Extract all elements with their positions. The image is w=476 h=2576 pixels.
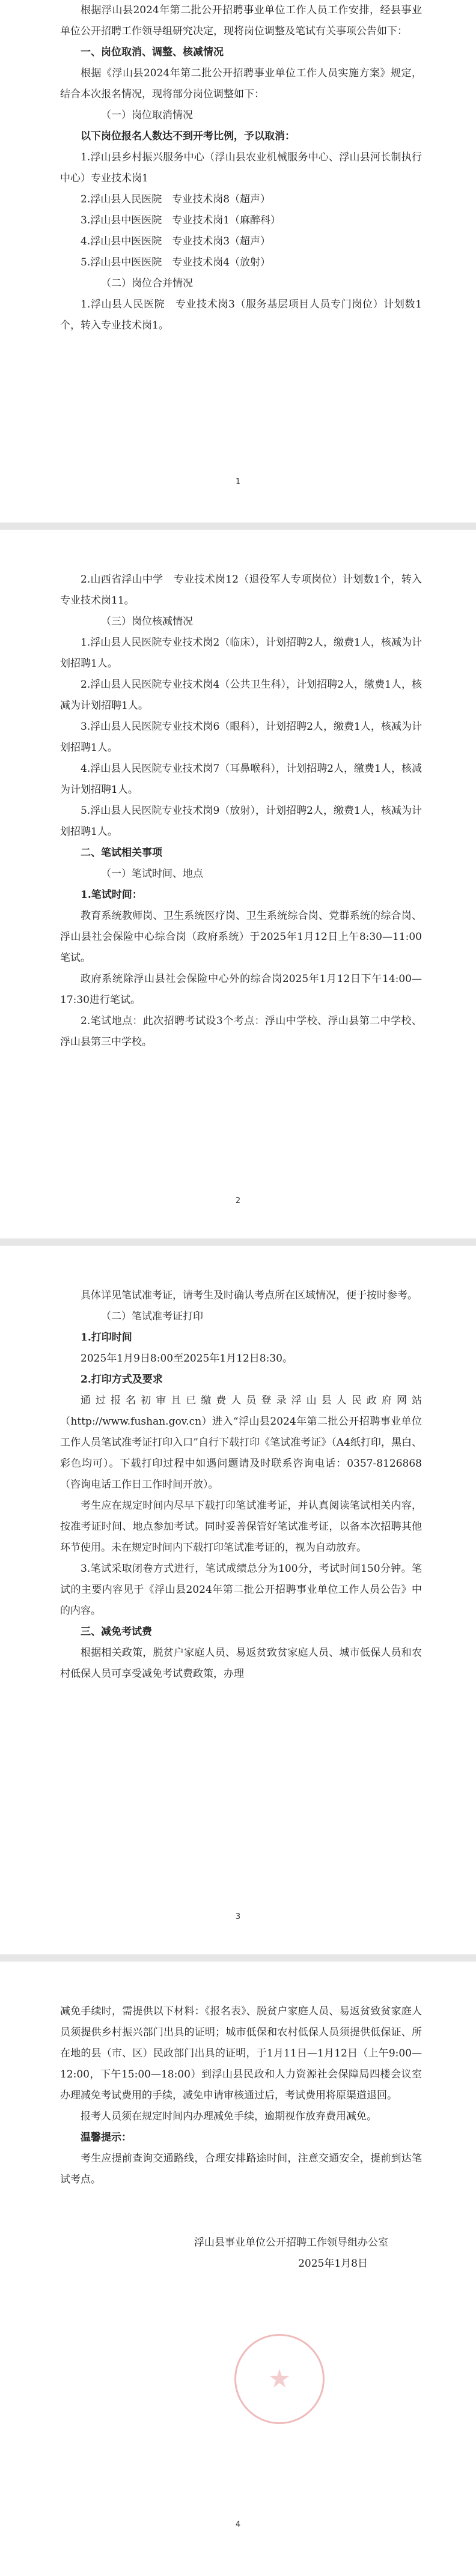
- page-number: 2: [235, 1196, 241, 1205]
- exam-time-afternoon: 政府系统除浮山县社会保险中心外的综合岗2025年1月12日下午14:00—17:30进行笔试。: [60, 973, 422, 1006]
- list-item: 1.浮山县乡村振兴服务中心（浮山县农业机械服务中心、浮山县河长制执行中心）专业技术岗1: [60, 151, 422, 184]
- print-time: 2025年1月9日8:00至2025年1月12日8:30。: [81, 1353, 293, 1365]
- reminder-heading: 温馨提示：: [81, 2132, 132, 2144]
- list-item: 3.浮山县中医医院 专业技术岗1（麻醉科）: [81, 214, 281, 226]
- fee-waiver-deadline: 报考人员须在规定时间内办理减免手续，逾期视作放弃费用减免。: [81, 2111, 377, 2123]
- list-item: 4.浮山县人民医院专业技术岗7（耳鼻喉科），计划招聘2人，缴费1人，核减为计划招聘1人。: [60, 763, 422, 796]
- list-item: 5.浮山县人民医院专业技术岗9（放射），计划招聘2人，缴费1人，核减为计划招聘1人。: [60, 805, 422, 838]
- section-heading-1: 一、岗位取消、调整、核减情况: [81, 46, 224, 58]
- list-item: 2.浮山县人民医院 专业技术岗8（超声）: [81, 193, 271, 205]
- exam-location: 2.笔试地点：此次招聘考试设3个考点：浮山中学校、浮山县第二中学校、浮山县第三中学校。: [60, 1015, 422, 1048]
- list-item: 5.浮山县中医医院 专业技术岗4（放射）: [81, 256, 271, 268]
- list-item: 3.浮山县人民医院专业技术岗6（眼科），计划招聘2人，缴费1人，核减为计划招聘1人。: [60, 721, 422, 754]
- list-item: 1.浮山县人民医院专业技术岗2（临床），计划招聘2人，缴费1人，核减为计划招聘1人。: [60, 637, 422, 670]
- exam-time-heading: 1.笔试时间：: [81, 889, 142, 901]
- list-item: 2.山西省浮山中学 专业技术岗12（退役军人专项岗位）计划数1个，转入专业技术岗11。: [60, 574, 422, 607]
- document-page-2: [0, 530, 476, 1238]
- list-item: 2.浮山县人民医院专业技术岗4（公共卫生科），计划招聘2人，缴费1人，核减为计划招聘1人。: [60, 679, 422, 712]
- document-page-3: [0, 1246, 476, 1954]
- section-1-intro: 根据《浮山县2024年第二批公开招聘事业单位工作人员实施方案》规定，结合本次报名情况，现将部分岗位调整如下：: [60, 67, 422, 100]
- print-time-heading: 1.打印时间: [81, 1332, 132, 1344]
- issue-date: 2025年1月8日: [298, 2258, 368, 2270]
- section-heading-3: 三、减免考试费: [81, 1626, 152, 1638]
- fee-waiver-materials: 减免手续时，需提供以下材料：《报名表》、脱贫户家庭人员、易返贫致贫家庭人员须提供乡村振兴部门出具的证明；城市低保和农村低保人员须提供低保证、所在地的县（市、区）民政部门出具的证明，于1月11日—1月12日（上午9:00—12:00，下午15:00—18:00）到浮山县民政和人力资源社会保障局四楼会议室办理减免考试费用的手续，减免申请审核通过后，考试费用将原渠道退回。: [60, 2005, 422, 2102]
- document-page-1: [0, 0, 476, 523]
- subsection-heading-reduce: （三）岗位核减情况: [101, 616, 193, 628]
- cancel-lead: 以下岗位报名人数达不到开考比例，予以取消：: [81, 130, 295, 142]
- page-number: 1: [235, 477, 241, 486]
- subsection-heading-merge: （二）岗位合并情况: [101, 277, 193, 289]
- subsection-heading-ticket: （二）笔试准考证打印: [101, 1311, 203, 1323]
- list-item: 4.浮山县中医医院 专业技术岗3（超声）: [81, 235, 271, 247]
- print-method: 通过报名初审且已缴费人员登录浮山县人民政府网站（http://www.fushan.gov.cn）进入“浮山县2024年第二批公开招聘事业单位工作人员笔试准考证打印入口”自行下载打印《笔试准考证》（A4纸打印，黑白、彩色均可）。下载打印过程中如遇问题请及时联系咨询电话：0357-8126868（咨询电话工作日工作时间开放）。: [60, 1395, 422, 1491]
- issuer-signature: 浮山县事业单位公开招聘工作领导组办公室: [194, 2237, 388, 2249]
- exam-time-morning: 教育系统教师岗、卫生系统医疗岗、卫生系统综合岗、党群系统的综合岗、浮山县社会保险中心综合岗（政府系统）于2025年1月12日上午8:30—11:00笔试。: [60, 910, 422, 964]
- print-method-heading: 2.打印方式及要求: [81, 1374, 163, 1386]
- page-number: 3: [235, 1912, 241, 1921]
- spacer: [60, 2190, 422, 2232]
- fee-waiver-policy: 根据相关政策，脱贫户家庭人员、易返贫致贫家庭人员、城市低保人员和农村低保人员可享受减免考试费政策，办理: [60, 1647, 422, 1680]
- official-seal: [234, 2334, 325, 2424]
- reminder-text: 考生应提前查询交通路线，合理安排路途时间，注意交通安全，提前到达笔试考点。: [60, 2153, 422, 2186]
- list-item: 1.浮山县人民医院 专业技术岗3（服务基层项目人员专门岗位）计划数1个，转入专业技术岗1。: [60, 299, 422, 332]
- page-number: 4: [235, 2520, 241, 2529]
- print-notice: 考生应在规定时间内尽早下载打印笔试准考证，并认真阅读笔试相关内容，按准考证时间、地点参加考试。同时妥善保管好笔试准考证，以备本次招聘其他环节使用。未在规定时间内下载打印笔试准考证的，视为自动放弃。: [60, 1500, 422, 1554]
- document-page-4: [0, 1962, 476, 2576]
- location-note: 具体详见笔试准考证，请考生及时确认考点所在区域情况，便于按时参考。: [81, 1290, 418, 1302]
- exam-format: 3.笔试采取闭卷方式进行，笔试成绩总分为100分，考试时间150分钟。笔试的主要内容见于《浮山县2024年第二批公开招聘事业单位工作人员公告》中的内容。: [60, 1563, 422, 1617]
- subsection-heading-time-place: （一）笔试时间、地点: [101, 868, 203, 880]
- section-heading-2: 二、笔试相关事项: [81, 847, 162, 859]
- intro-paragraph: 根据浮山县2024年第二批公开招聘事业单位工作人员工作安排，经县事业单位公开招聘工作领导组研究决定，现将岗位调整及笔试有关事项公告如下：: [60, 4, 422, 37]
- subsection-heading-cancel: （一）岗位取消情况: [101, 109, 193, 121]
